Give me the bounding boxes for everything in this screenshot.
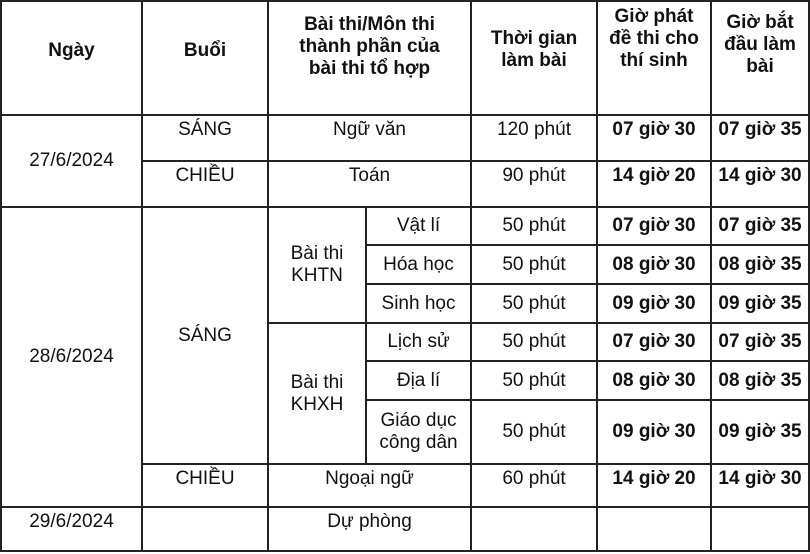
distribute-time-cell: 14 giờ 20: [597, 161, 711, 207]
duration-cell: 50 phút: [471, 245, 597, 284]
duration-cell: 50 phút: [471, 361, 597, 400]
subject-cell: Dự phòng: [268, 507, 471, 551]
distribute-time-cell: 07 giờ 30: [597, 207, 711, 245]
distribute-time-cell: 14 giờ 20: [597, 464, 711, 507]
header-row: [1, 1, 809, 115]
start-time-cell: 07 giờ 35: [711, 115, 809, 161]
subject-cell: Địa lí: [366, 361, 471, 400]
distribute-time-cell: 07 giờ 30: [597, 323, 711, 361]
subject-cell: Vật lí: [366, 207, 471, 245]
header-duration: Thời gian làm bài: [471, 1, 597, 115]
start-time-cell: 09 giờ 35: [711, 284, 809, 323]
duration-cell: 50 phút: [471, 284, 597, 323]
start-time-cell: 14 giờ 30: [711, 161, 809, 207]
date-cell: 27/6/2024: [1, 115, 142, 207]
session-cell: CHIỀU: [142, 464, 268, 507]
distribute-time-cell: [597, 507, 711, 551]
subject-cell: Sinh học: [366, 284, 471, 323]
subject-cell: Hóa học: [366, 245, 471, 284]
subject-cell: Ngoại ngữ: [268, 464, 471, 507]
header-date: Ngày: [1, 1, 142, 115]
date-cell: 28/6/2024: [1, 207, 142, 507]
header-start: Giờ bắt đầu làm bài: [711, 1, 809, 115]
duration-cell: 50 phút: [471, 323, 597, 361]
header-subject: Bài thi/Môn thi thành phần của bài thi tổ hợp: [268, 1, 471, 115]
subject-cell: Toán: [268, 161, 471, 207]
start-time-cell: [711, 507, 809, 551]
header-session: Buổi: [142, 1, 268, 115]
group-cell: Bài thi KHXH: [268, 323, 366, 464]
table-row: [1, 115, 809, 161]
duration-cell: 60 phút: [471, 464, 597, 507]
start-time-cell: 08 giờ 35: [711, 361, 809, 400]
duration-cell: 50 phút: [471, 400, 597, 464]
start-time-cell: 08 giờ 35: [711, 245, 809, 284]
header-distribute: Giờ phát đề thi cho thí sinh: [597, 1, 711, 115]
subject-cell: Lịch sử: [366, 323, 471, 361]
start-time-cell: 09 giờ 35: [711, 400, 809, 464]
subject-cell: Ngữ văn: [268, 115, 471, 161]
session-cell: CHIỀU: [142, 161, 268, 207]
duration-cell: [471, 507, 597, 551]
table-row: [1, 207, 809, 245]
distribute-time-cell: 09 giờ 30: [597, 400, 711, 464]
start-time-cell: 07 giờ 35: [711, 207, 809, 245]
start-time-cell: 14 giờ 30: [711, 464, 809, 507]
session-cell: SÁNG: [142, 207, 268, 464]
table-row: [1, 507, 809, 551]
group-cell: Bài thi KHTN: [268, 207, 366, 323]
date-cell: 29/6/2024: [1, 507, 142, 551]
duration-cell: 50 phút: [471, 207, 597, 245]
distribute-time-cell: 09 giờ 30: [597, 284, 711, 323]
distribute-time-cell: 07 giờ 30: [597, 115, 711, 161]
session-cell: SÁNG: [142, 115, 268, 161]
duration-cell: 90 phút: [471, 161, 597, 207]
start-time-cell: 07 giờ 35: [711, 323, 809, 361]
distribute-time-cell: 08 giờ 30: [597, 361, 711, 400]
duration-cell: 120 phút: [471, 115, 597, 161]
session-cell: [142, 507, 268, 551]
distribute-time-cell: 08 giờ 30: [597, 245, 711, 284]
subject-cell: Giáo dục công dân: [366, 400, 471, 464]
